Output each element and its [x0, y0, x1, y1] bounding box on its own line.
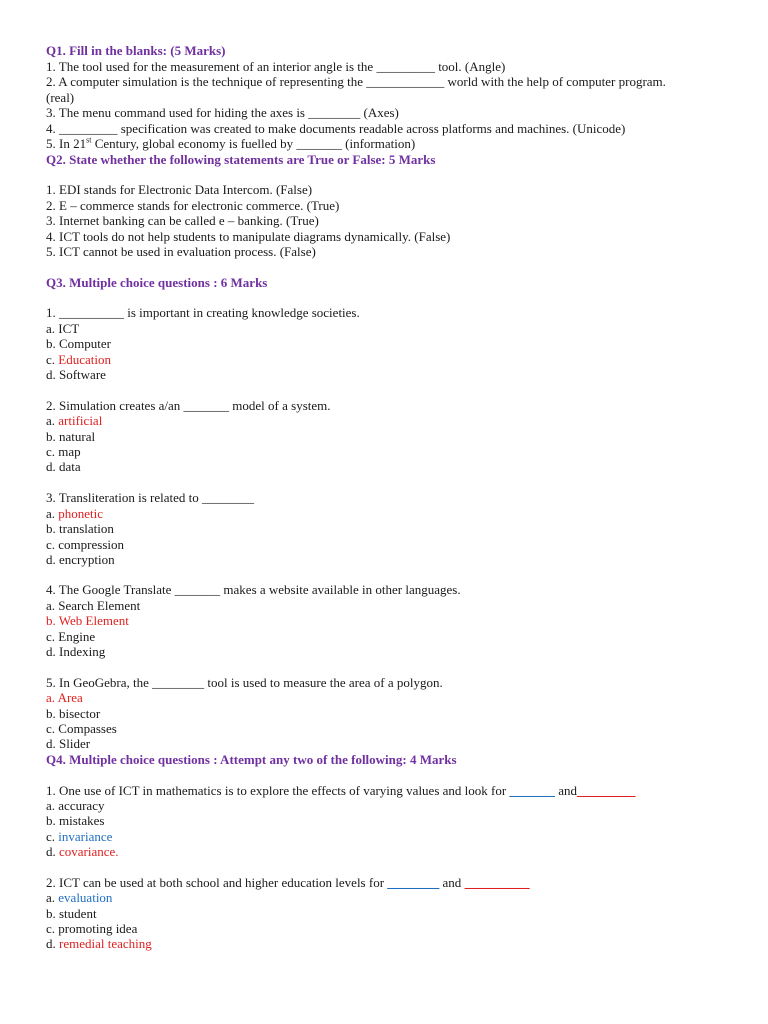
q3-question-2: 2. Simulation creates a/an _______ model of a system. [46, 398, 331, 413]
q3-q4-option-b [46, 613, 129, 628]
q3-q3-option-a [46, 506, 103, 521]
option-prefix: a. [46, 690, 58, 705]
q4-question-2 [46, 875, 530, 890]
q4-q1-option-d [46, 844, 119, 859]
q3-q1-option-b [46, 336, 111, 351]
q3-q5-option-b [46, 706, 100, 721]
option-prefix: b. [46, 429, 59, 444]
option-prefix: d. [46, 844, 59, 859]
answer-text: invariance [58, 829, 113, 844]
question-text: 2. ICT can be used at both school and higher education levels for [46, 875, 388, 890]
q4-heading: Q4. Multiple choice questions : Attempt any two of the following: 4 Marks [46, 752, 457, 767]
q4-q1-option-a [46, 798, 104, 813]
q3-q2-option-c [46, 444, 81, 459]
q3-q3-option-b [46, 521, 114, 536]
q2-line-5: 5. ICT cannot be used in evaluation process. (False) [46, 244, 316, 259]
option-text: Engine [58, 629, 96, 644]
q1-heading: Q1. Fill in the blanks: (5 Marks) [46, 43, 226, 58]
option-text: translation [59, 521, 114, 536]
option-prefix: b. [46, 706, 59, 721]
q3-question-5: 5. In GeoGebra, the ________ tool is used to measure the area of a polygon. [46, 675, 443, 690]
q3-q1-option-a [46, 321, 79, 336]
q3-q4-option-d [46, 644, 105, 659]
q3-q5-option-d [46, 736, 90, 751]
q1-line-4: 4. _________ specification was created to make documents readable across platforms and machines. (Unicode) [46, 121, 626, 136]
option-text: ICT [58, 321, 80, 336]
q4-q2-option-b [46, 906, 97, 921]
q3-heading: Q3. Multiple choice questions : 6 Marks [46, 275, 268, 290]
q1-line-5-superscript: st [86, 135, 92, 145]
option-prefix: b. [46, 813, 59, 828]
option-prefix: c. [46, 537, 59, 552]
blank-1: ________ [387, 875, 440, 890]
question-text: 1. One use of ICT in mathematics is to explore the effects of varying values and look for [46, 783, 510, 798]
blank-2: _________ [576, 783, 636, 798]
option-prefix: c. [46, 629, 59, 644]
q3-q2-option-b [46, 429, 95, 444]
blank-1: _______ [509, 783, 555, 798]
q1-line-5-end: Century, global economy is fuelled by _______ (information) [91, 136, 416, 151]
joiner: and [439, 875, 465, 890]
q3-q3-option-c [46, 537, 124, 552]
option-text: data [59, 459, 81, 474]
q3-q4-option-c [46, 629, 95, 644]
answer-text: evaluation [58, 890, 113, 905]
q1-line-3: 3. The menu command used for hiding the axes is ________ (Axes) [46, 105, 399, 120]
q3-q1-option-d [46, 367, 106, 382]
q1-line-5 [46, 136, 415, 151]
option-text: Compasses [58, 721, 117, 736]
option-text: Slider [59, 736, 91, 751]
option-prefix: a. [46, 413, 59, 428]
q4-q2-option-c [46, 921, 137, 936]
q3-question-4: 4. The Google Translate _______ makes a website available in other languages. [46, 582, 461, 597]
q3-q2-option-d [46, 459, 81, 474]
q3-q3-option-d [46, 552, 115, 567]
blank-2: __________ [464, 875, 530, 890]
option-prefix: b. [46, 521, 59, 536]
answer-text: Education [58, 352, 111, 367]
q3-question-1: 1. __________ is important in creating knowledge societies. [46, 305, 360, 320]
option-prefix: c. [46, 352, 59, 367]
answer-text: remedial teaching [59, 936, 152, 951]
option-prefix: c. [46, 721, 59, 736]
q3-question-3: 3. Transliteration is related to ________ [46, 490, 254, 505]
q1-line-1: 1. The tool used for the measurement of an interior angle is the _________ tool. (Angle) [46, 59, 506, 74]
answer-text: phonetic [58, 506, 104, 521]
option-prefix: d. [46, 936, 59, 951]
option-prefix: d. [46, 736, 59, 751]
answer-text: artificial [58, 413, 103, 428]
option-prefix: b. [46, 336, 59, 351]
q4-q2-option-d [46, 936, 152, 951]
answer-text: Web Element [58, 613, 129, 628]
option-prefix: b. [46, 613, 59, 628]
option-text: Computer [59, 336, 111, 351]
q2-line-1: 1. EDI stands for Electronic Data Intercom. (False) [46, 182, 313, 197]
q3-q1-option-c [46, 352, 111, 367]
answer-text: Area [57, 690, 83, 705]
option-text: encryption [59, 552, 115, 567]
option-text: compression [58, 537, 124, 552]
q3-q4-option-a [46, 598, 140, 613]
option-prefix: a. [46, 321, 59, 336]
q2-line-4: 4. ICT tools do not help students to manipulate diagrams dynamically. (False) [46, 229, 451, 244]
option-text: map [58, 444, 81, 459]
option-text: accuracy [58, 798, 105, 813]
option-prefix: d. [46, 367, 59, 382]
q1-line-2: 2. A computer simulation is the technique of representing the ____________ world with the help of computer program. [46, 74, 666, 89]
option-prefix: c. [46, 444, 59, 459]
q1-line-5-start: 5. In 21 [46, 136, 87, 151]
option-prefix: a. [46, 598, 59, 613]
option-text: student [59, 906, 97, 921]
q2-line-3: 3. Internet banking can be called e – banking. (True) [46, 213, 319, 228]
option-text: promoting idea [58, 921, 138, 936]
option-prefix: a. [46, 890, 59, 905]
option-prefix: a. [46, 506, 59, 521]
option-prefix: a. [46, 798, 59, 813]
q4-q2-option-a [46, 890, 112, 905]
option-prefix: d. [46, 552, 59, 567]
option-prefix: c. [46, 921, 59, 936]
joiner: and [554, 783, 577, 798]
q3-q2-option-a [46, 413, 102, 428]
option-prefix: c. [46, 829, 59, 844]
option-text: Software [59, 367, 106, 382]
q4-question-1 [46, 783, 635, 798]
option-prefix: d. [46, 459, 59, 474]
option-text: natural [59, 429, 96, 444]
option-text: mistakes [59, 813, 105, 828]
q2-line-2: 2. E – commerce stands for electronic commerce. (True) [46, 198, 340, 213]
option-text: Search Element [58, 598, 141, 613]
option-text: Indexing [59, 644, 106, 659]
option-text: bisector [59, 706, 101, 721]
q4-q1-option-c [46, 829, 112, 844]
q3-q5-option-c [46, 721, 117, 736]
answer-text: covariance. [59, 844, 119, 859]
q2-heading: Q2. State whether the following statements are True or False: 5 Marks [46, 152, 436, 167]
option-prefix: b. [46, 906, 59, 921]
q3-q5-option-a [46, 690, 83, 705]
q4-q1-option-b [46, 813, 105, 828]
q1-line-2-answer: (real) [46, 90, 75, 105]
option-prefix: d. [46, 644, 59, 659]
